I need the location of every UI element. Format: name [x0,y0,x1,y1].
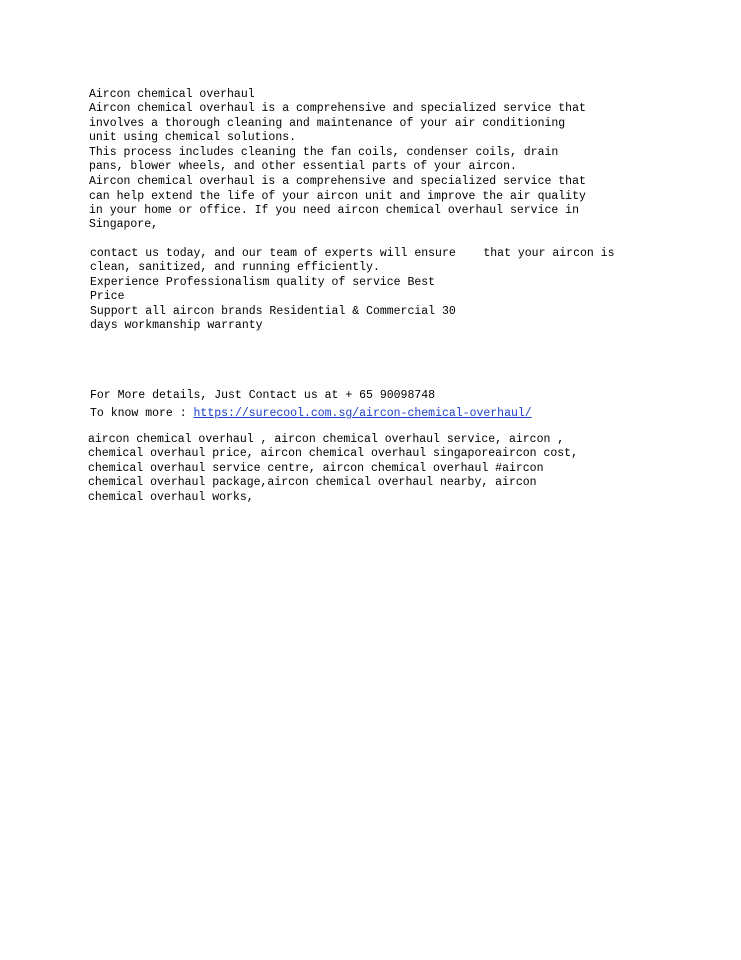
website-link[interactable]: https://surecool.com.sg/aircon-chemical-overhaul/ [193,407,532,420]
service-line: clean, sanitized, and running efficiently. [90,261,380,274]
contact-details: For More details, Just Contact us at + 65 90098748 [90,389,436,402]
intro-line: Singapore, [89,218,159,231]
keywords-line: chemical overhaul works, [88,491,254,504]
intro-line: in your home or office. If you need aircon chemical overhaul service in [89,204,579,217]
intro-line: involves a thorough cleaning and maintenance of your air conditioning [89,117,566,130]
know-more-label: To know more : [90,407,194,420]
intro-line: This process includes cleaning the fan coils, condenser coils, drain [89,146,559,159]
service-line: Support all aircon brands Residential & Commercial 30 [90,305,456,318]
know-more-line [90,407,532,421]
intro-line: pans, blower wheels, and other essential parts of your aircon. [89,160,517,173]
intro-line: unit using chemical solutions. [89,131,297,144]
intro-line: Aircon chemical overhaul is a comprehensive and specialized service that [89,102,586,115]
keywords-line: chemical overhaul package,aircon chemical overhaul nearby, aircon [88,476,537,489]
intro-line: Aircon chemical overhaul is a comprehensive and specialized service that [89,175,586,188]
service-line: Price [90,290,125,303]
service-line: days workmanship warranty [90,319,263,332]
doc-title: Aircon chemical overhaul [89,88,255,101]
intro-line: can help extend the life of your aircon unit and improve the air quality [89,190,586,203]
keywords-line: chemical overhaul price, aircon chemical overhaul singaporeaircon cost, [88,447,578,460]
service-line: contact us today, and our team of experts will ensure that your aircon is [90,247,615,260]
service-line: Experience Professionalism quality of service Best [90,276,436,289]
keywords-line: chemical overhaul service centre, aircon chemical overhaul #aircon [88,462,544,475]
keywords-line: aircon chemical overhaul , aircon chemical overhaul service, aircon , [88,433,565,446]
